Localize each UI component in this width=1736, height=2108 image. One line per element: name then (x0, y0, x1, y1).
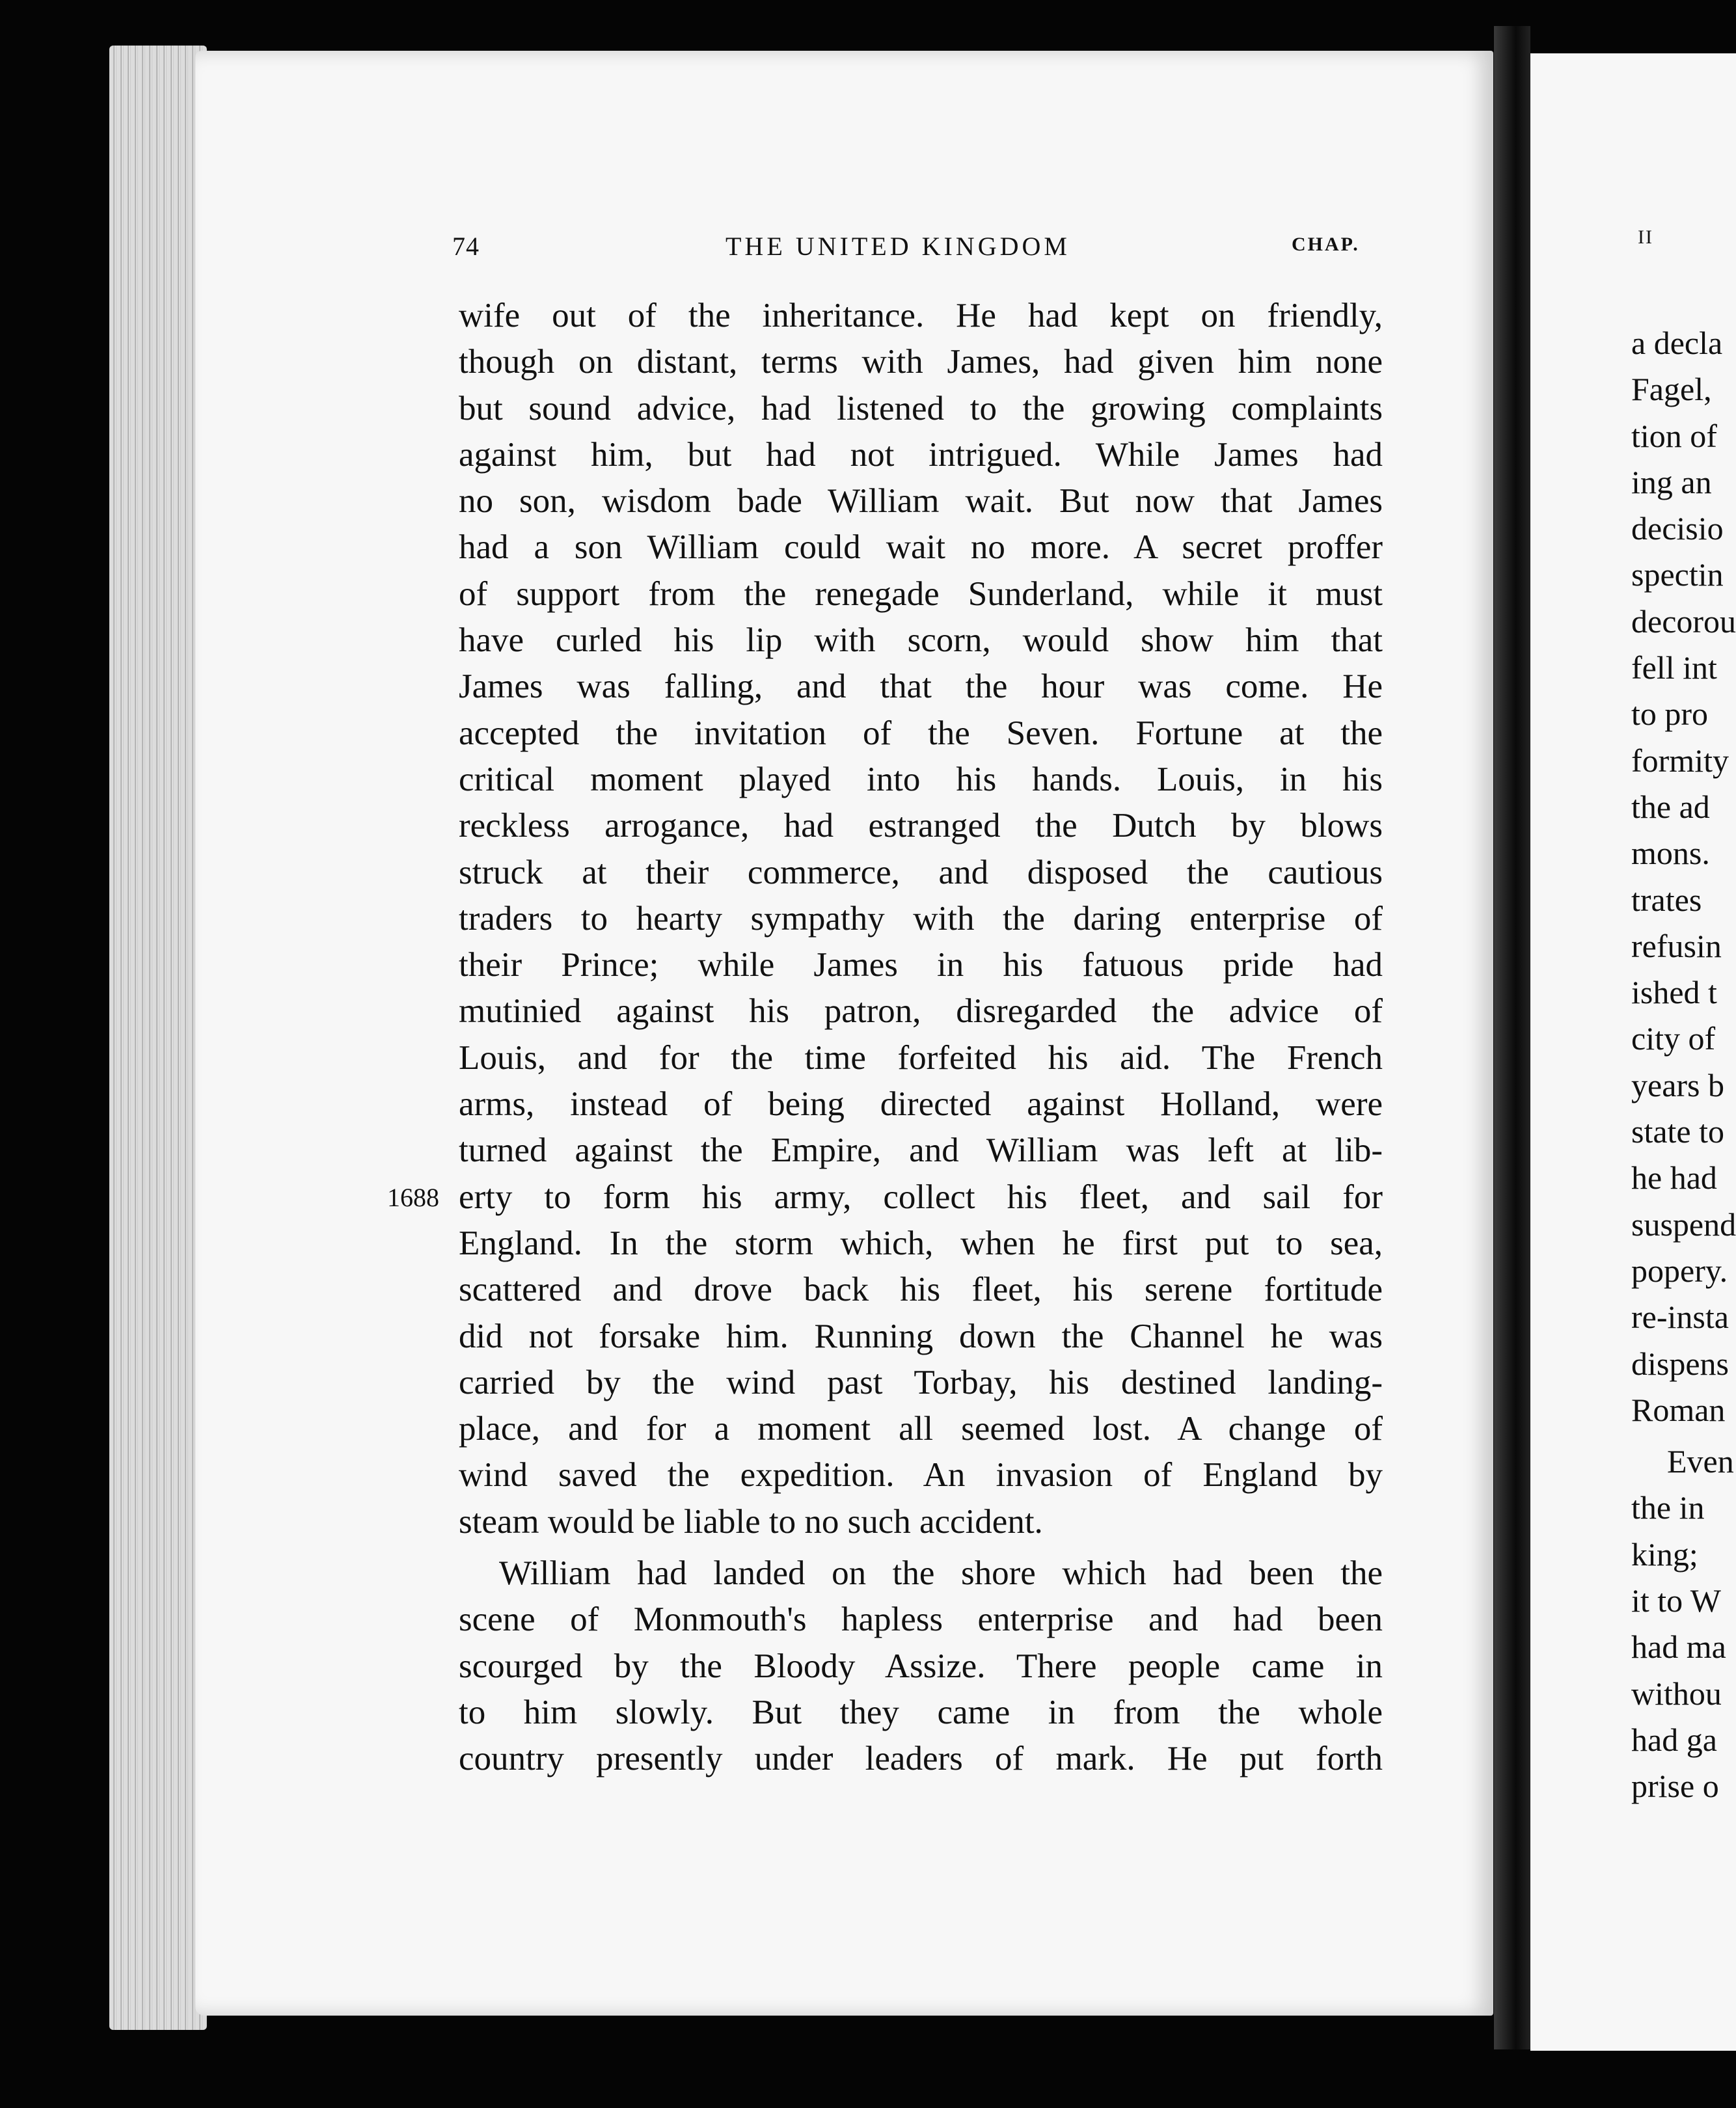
text-line: wind saved the expedition. An invasion of England by (459, 1456, 1383, 1494)
book-gutter (1494, 26, 1530, 2049)
right-text-line: formity (1631, 742, 1729, 779)
text-line: though on distant, terms with James, had given him none (459, 343, 1383, 381)
right-text-line: fell int (1631, 649, 1717, 686)
right-text-line: state to (1631, 1113, 1725, 1150)
text-line: mutinied against his patron, disregarded the advice of (459, 992, 1383, 1031)
right-text-line: dispens (1631, 1345, 1729, 1382)
text-line: critical moment played into his hands. Louis, in his (459, 760, 1383, 798)
text-line: struck at their commerce, and disposed the cautious (459, 853, 1383, 891)
right-text-line: spectin (1631, 556, 1724, 593)
text-line: have curled his lip with scorn, would show him that (459, 621, 1383, 660)
text-line: place, and for a moment all seemed lost. A change of (459, 1410, 1383, 1448)
text-line: to him slowly. But they came in from the whole (459, 1693, 1383, 1731)
text-line: no son, wisdom bade William wait. But now that James (459, 482, 1383, 520)
right-text-line: ished t (1631, 974, 1717, 1011)
chapter-label: CHAP. (1292, 234, 1360, 255)
running-head (452, 224, 1376, 264)
text-line: England. In the storm which, when he first put to sea, (459, 1224, 1383, 1262)
body-text (459, 293, 1383, 1783)
right-text-line: decorou (1631, 602, 1736, 640)
text-line: turned against the Empire, and William was left at lib- (459, 1131, 1383, 1170)
right-text-line: Even (1667, 1443, 1734, 1480)
text-line: but sound advice, had listened to the growing complaints (459, 389, 1383, 427)
right-text-line: to pro (1631, 696, 1709, 733)
text-line: of support from the renegade Sunderland, while it must (459, 574, 1383, 613)
text-line: William had landed on the shore which had been the (499, 1554, 1383, 1593)
text-line: erty to form his army, collect his fleet, and sail for (459, 1178, 1383, 1216)
page-number: 74 (452, 232, 480, 261)
text-line: carried by the wind past Torbay, his destined landing- (459, 1363, 1383, 1401)
text-line: country presently under leaders of mark. He put forth (459, 1740, 1383, 1778)
text-line: arms, instead of being directed against Holland, were (459, 1085, 1383, 1124)
right-text-line: mons. (1631, 835, 1710, 872)
text-line: had a son William could wait no more. A secret proffer (459, 528, 1383, 567)
right-text-line: had ma (1631, 1628, 1726, 1666)
right-text-line: years b (1631, 1066, 1724, 1103)
right-text-line: he had (1631, 1159, 1717, 1196)
right-text-line: prise o (1631, 1768, 1719, 1805)
right-text-line: popery. (1631, 1252, 1728, 1289)
right-text-line: the in (1631, 1489, 1705, 1526)
right-text-line: trates (1631, 881, 1702, 918)
text-line: accepted the invitation of the Seven. Fortune at the (459, 714, 1383, 752)
book-title: THE UNITED KINGDOM (726, 232, 1070, 261)
text-line: their Prince; while James in his fatuous pride had (459, 946, 1383, 984)
text-line: steam would be liable to no such accident. (459, 1502, 1043, 1541)
right-text-line: suspend (1631, 1206, 1736, 1243)
right-page-header: II (1638, 226, 1653, 248)
text-line: did not forsake him. Running down the Channel he was (459, 1317, 1383, 1355)
text-line: scattered and drove back his fleet, his serene fortitude (459, 1271, 1383, 1309)
right-page-text (1631, 320, 1736, 1810)
right-text-line: withou (1631, 1675, 1722, 1712)
page-stack-edge (109, 46, 207, 2030)
right-text-line: the ad (1631, 788, 1710, 825)
text-line: wife out of the inheritance. He had kept on friendly, (459, 297, 1383, 334)
right-text-line: re-insta (1631, 1299, 1729, 1336)
text-line: scourged by the Bloody Assize. There people came in (459, 1647, 1383, 1685)
right-text-line: tion of (1631, 417, 1717, 454)
right-text-line: Roman (1631, 1391, 1726, 1428)
text-line: against him, but had not intrigued. While James had (459, 435, 1383, 474)
text-line: Louis, and for the time forfeited his aid. The French (459, 1038, 1383, 1077)
right-text-line: a decla (1631, 325, 1723, 361)
right-text-line: city of (1631, 1020, 1716, 1057)
right-text-line: Fagel, (1631, 371, 1712, 408)
margin-year-note: 1688 (387, 1183, 439, 1212)
text-line: traders to hearty sympathy with the daring enterprise of (459, 899, 1383, 938)
text-line: James was falling, and that the hour was come. He (459, 668, 1383, 706)
text-line: reckless arrogance, had estranged the Dutch by blows (459, 807, 1383, 845)
right-text-line: decisio (1631, 510, 1724, 547)
paragraph-gap (459, 1545, 1383, 1550)
right-text-line: ing an (1631, 463, 1712, 500)
right-text-line: had ga (1631, 1721, 1717, 1758)
right-page (1530, 53, 1736, 2051)
text-line: scene of Monmouth's hapless enterprise and had been (459, 1601, 1383, 1639)
right-text-line: king; (1631, 1535, 1698, 1573)
right-text-line: refusin (1631, 927, 1722, 964)
paragraph-gap (1631, 1433, 1736, 1439)
right-text-line: it to W (1631, 1582, 1721, 1619)
